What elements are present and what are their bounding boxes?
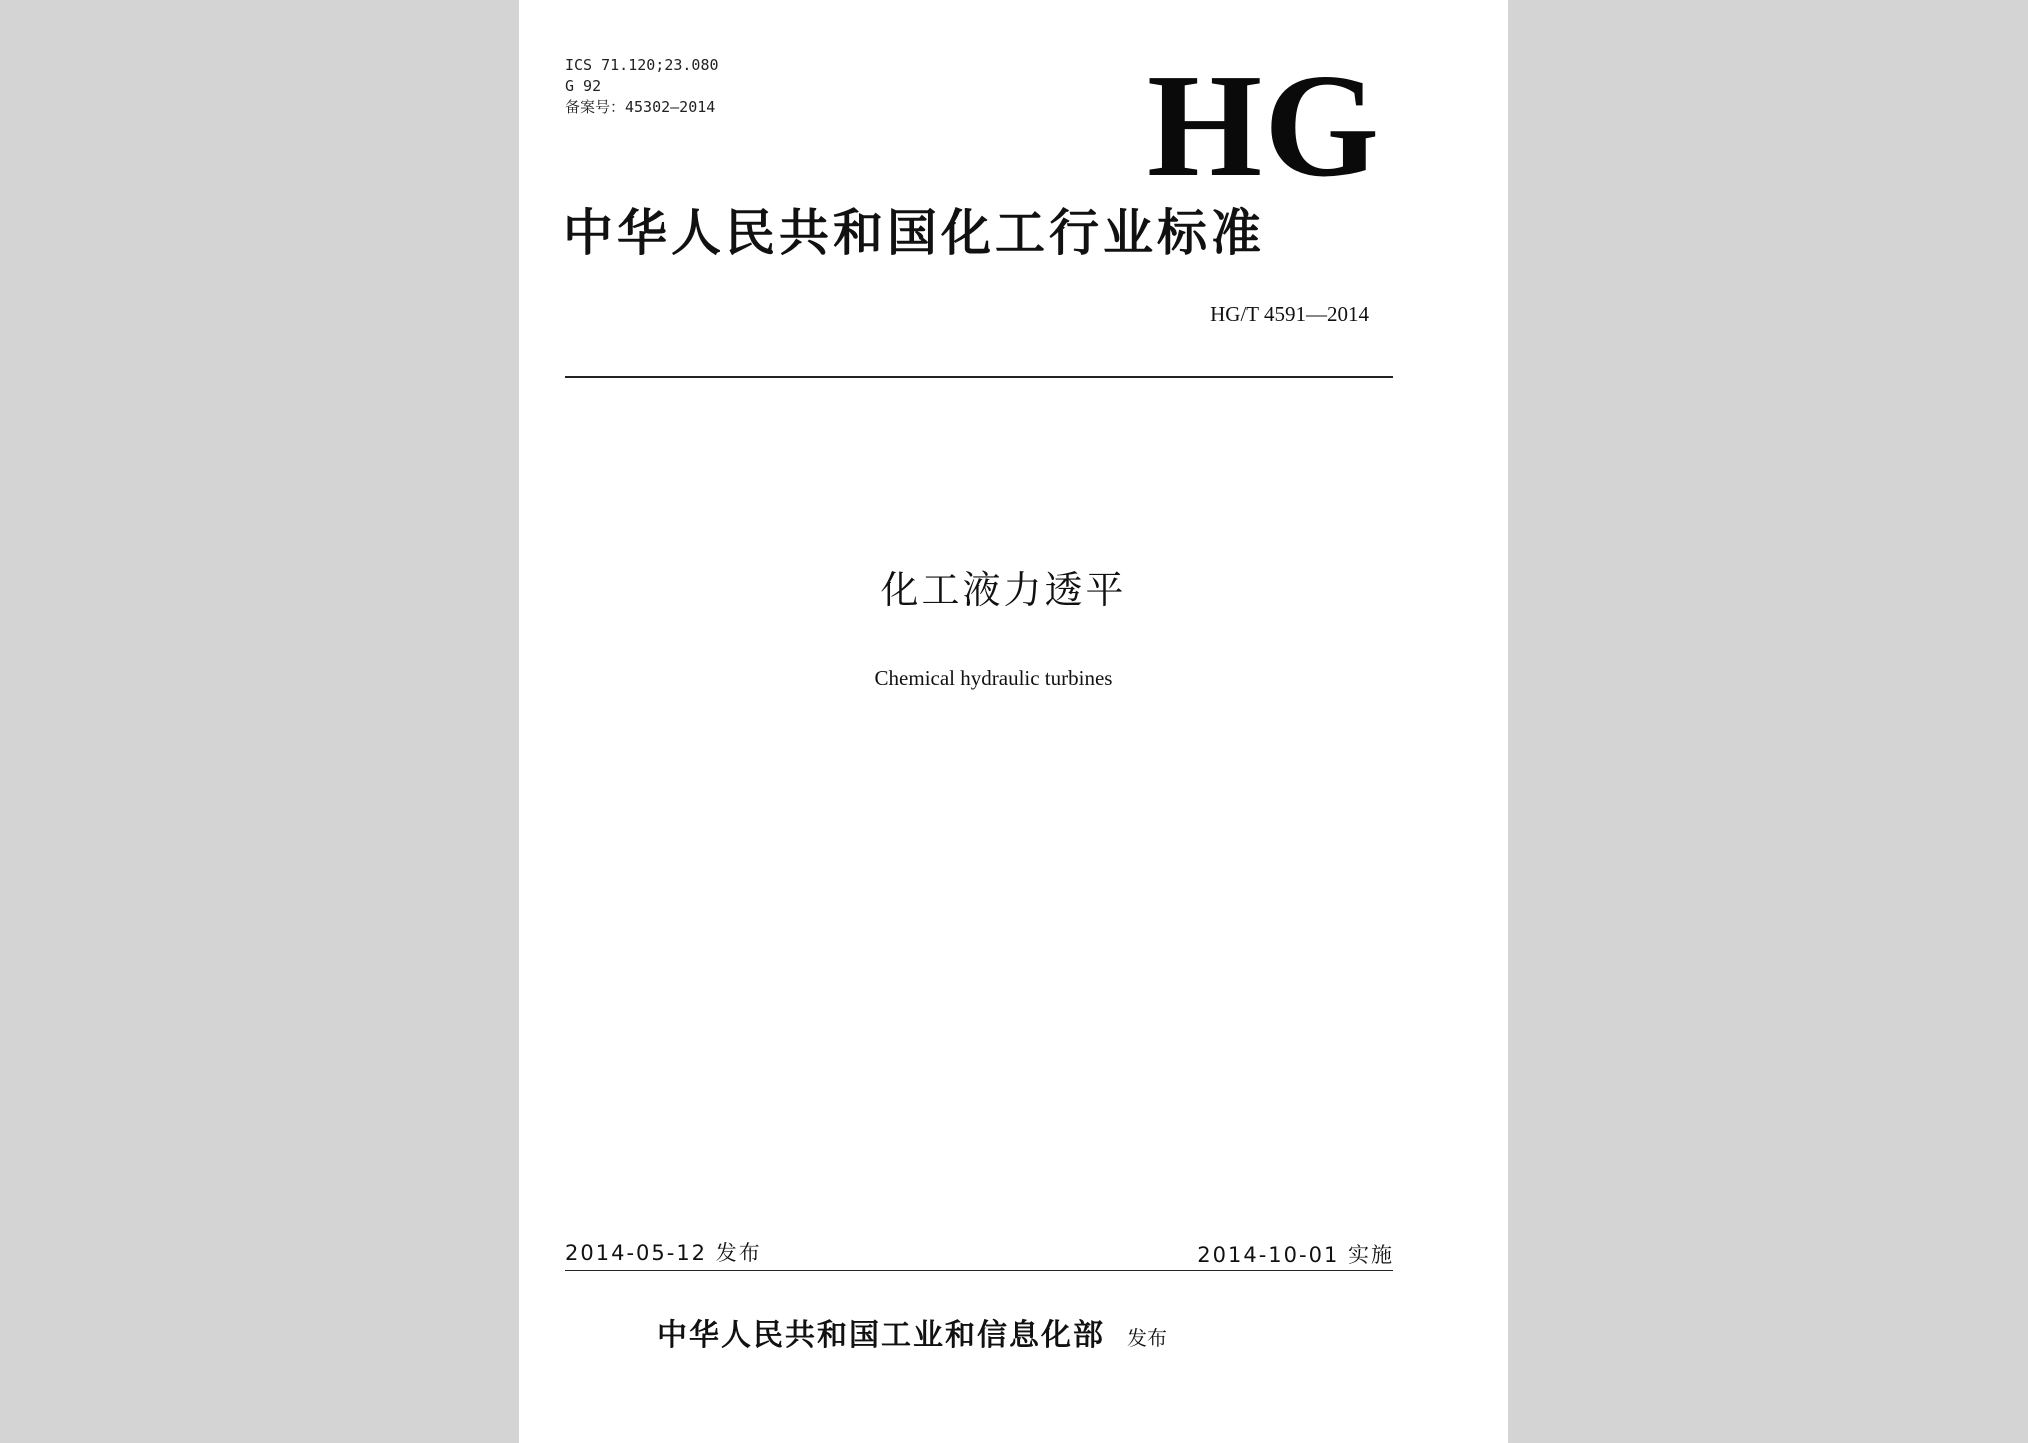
document-page <box>519 0 1508 1443</box>
header-divider <box>565 376 1393 378</box>
standard-code: HG/T 4591—2014 <box>1210 302 1369 326</box>
filing-number: 备案号：45302—2014 <box>565 98 716 116</box>
document-title-chinese: 化工液力透平 <box>880 568 1127 612</box>
footer-divider <box>565 1270 1393 1271</box>
classification-block <box>565 55 719 118</box>
ics-code: ICS 71.120;23.080 <box>565 56 719 74</box>
ccs-code: G 92 <box>565 77 602 95</box>
publisher-verb: 发布 <box>1127 1326 1167 1350</box>
issue-date: 2014-05-12 发布 <box>565 1241 762 1265</box>
hg-logo: HG <box>1147 44 1382 208</box>
publisher-line <box>657 1316 1167 1358</box>
implementation-date: 2014-10-01 实施 <box>1197 1243 1394 1267</box>
standard-body-title: 中华人民共和国化工行业标准 <box>563 203 1265 262</box>
document-title-english: Chemical hydraulic turbines <box>874 666 1113 690</box>
publisher-name: 中华人民共和国工业和信息化部 <box>657 1318 1105 1353</box>
